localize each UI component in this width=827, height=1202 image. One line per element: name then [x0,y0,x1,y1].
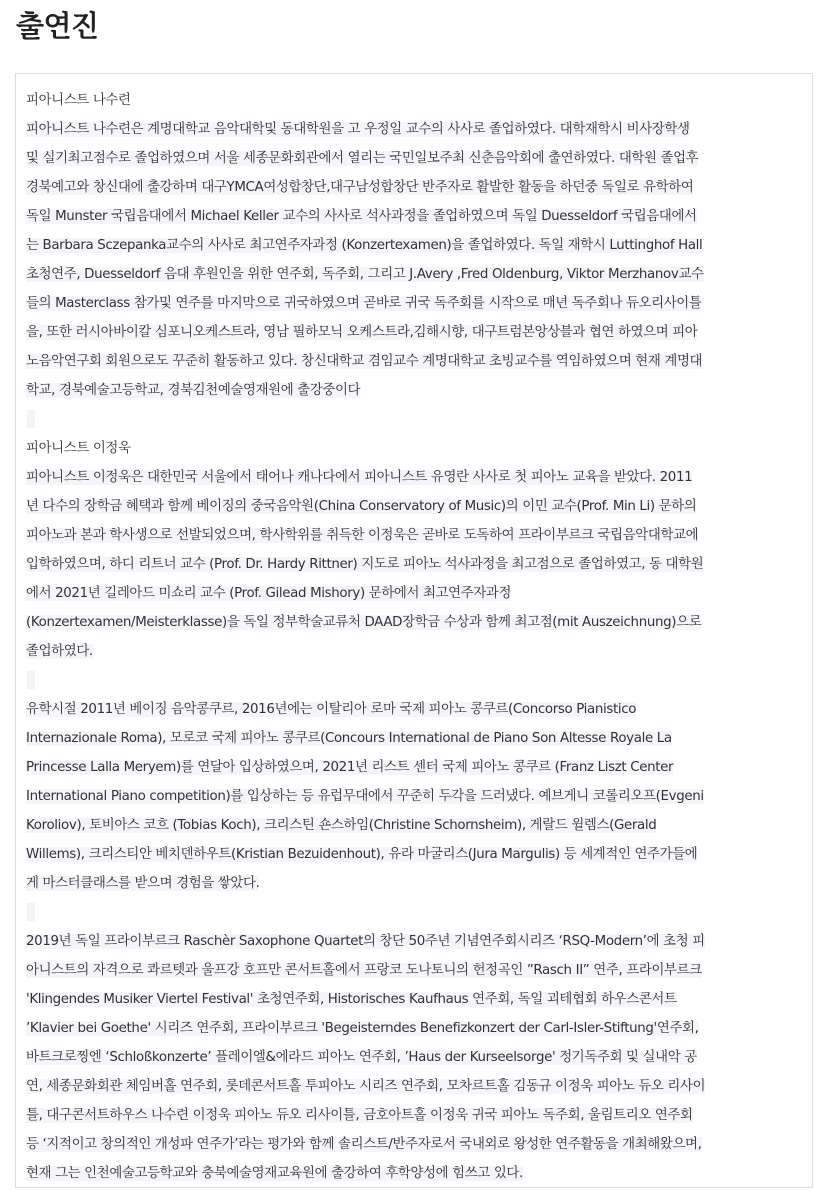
blank-line-highlight [27,671,35,689]
performers-text [26,86,808,1188]
competitions-line: 게 마스터클래스를 받으며 경험을 쌓았다. [26,876,260,891]
competitions-line: Willems), 크리스티안 베치덴하우트(Kristian Bezuidenhout), 유라 마굴리스(Jura Margulis) 등 세계적인 연주가들에 [26,847,698,862]
blank-line [26,666,808,695]
performer-1-bio-line: 는 Barbara Sczepanka교수의 사사로 최고연주자과정 (Konzertexamen)을 졸업하였다. 독일 재학시 Luttinghof Hall [26,238,703,253]
performer-2-bio-line: 피아노과 본과 학사생으로 선발되었으며, 학사학위를 취득한 이정욱은 곧바로 도독하여 프라이부르크 국립음악대학교에 [26,528,699,543]
concerts-line: 틀, 대구콘서트하우스 나수련 이정욱 피아노 듀오 리사이틀, 금호아트홀 이정욱 귀국 피아노 독주회, 울림트리오 연주회 [26,1108,693,1123]
performer-1-bio-line: 들의 Masterclass 참가및 연주를 마지막으로 귀국하였으며 곧바로 귀국 독주회를 시작으로 매년 독주회나 듀오리사이틀 [26,296,702,311]
blank-line [26,405,808,434]
performer-1-bio-line: 초청연주, Duesseldorf 음대 후원인을 위한 연주회, 독주회, 그리고 J.Avery ,Fred Oldenburg, Viktor Merzhanov교수 [26,267,704,282]
competitions-line: Koroliov), 토비아스 코흐 (Tobias Koch), 크리스틴 숀스하임(Christine Schornsheim), 게랄드 윌렘스(Gerald [26,818,657,833]
blank-line-highlight [27,410,35,428]
concerts-line: 현재 그는 인천예술고등학교와 충북예술영재교육원에 출강하여 후학양성에 힘쓰고 있다. [26,1166,523,1181]
concerts-line: 아니스트의 자격으로 콰르텟과 울프강 호프만 콘서트홀에서 프랑코 도나토니의 헌정곡인 ”Rasch II” 연주, 프라이부르크 [26,963,702,978]
performer-1-bio-line: 및 실기최고점수로 졸업하였으며 서울 세종문화회관에서 열리는 국민일보주최 신춘음악회에 출연하였다. 대학원 졸업후 [26,151,699,166]
concerts-line: 'Klingendes Musiker Viertel Festival' 초청연주회, Historisches Kaufhaus 연주회, 독일 괴테협회 하우스콘서트 [26,992,677,1007]
performer-1-bio-line: 경북예고와 창신대에 출강하며 대구YMCA여성합창단,대구남성합창단 반주자로 활발한 활동을 하던중 독일로 유학하여 [26,180,694,195]
performer-2-heading: 피아니스트 이정욱 [26,441,131,456]
competitions-line: International Piano competition)를 입상하는 등 유럽무대에서 꾸준히 두각을 드러냈다. 예브게니 코롤리오프(Evgeni [26,789,704,804]
performer-2-bio-line: 년 다수의 장학금 혜택과 함께 베이징의 중국음악원(China Conservatory of Music)의 이민 교수(Prof. Min Li) 문하의 [26,499,697,514]
performer-1-heading: 피아니스트 나수련 [26,93,131,108]
performer-2-bio-line: 입학하였으며, 하디 리트너 교수 (Prof. Dr. Hardy Rittner) 지도로 피아노 석사과정을 최고점으로 졸업하였고, 동 대학원 [26,557,704,572]
performer-1-bio-line: 학교, 경북예술고등학교, 경북김천예술영재원에 출강중이다 [26,383,361,398]
concerts-line: 바트크로찡엔 ‘Schloßkonzerte’ 플레이엘&에라드 피아노 연주회, ’Haus der Kurseelsorge' 정기독주회 및 실내악 공 [26,1050,697,1065]
concerts-line: ’Klavier bei Goethe' 시리즈 연주회, 프라이부르크 'Begeisterndes Benefizkonzert der Carl-Isler-Stiftung'연주회, [26,1021,699,1036]
blank-line [26,898,808,927]
concerts-line: 등 ‘지적이고 창의적인 개성파 연주가’라는 평가와 함께 솔리스트/반주자로서 국내외로 왕성한 연주활동을 개최해왔으며, [26,1137,702,1152]
competitions-line: Princesse Lalla Meryem)를 연달아 입상하였으며, 2021년 리스트 센터 국제 피아노 콩쿠르 (Franz Liszt Center [26,760,674,775]
concerts-line: 2019년 독일 프라이부르크 Raschèr Saxophone Quartet의 창단 50주년 기념연주회시리즈 ‘RSQ-Modern’에 초청 피 [26,934,705,949]
performer-2-bio-line: 피아니스트 이정욱은 대한민국 서울에서 태어나 캐나다에서 피아니스트 유영란 사사로 첫 피아노 교육을 받았다. 2011 [26,470,693,485]
performer-2-bio-line: 졸업하였다. [26,644,93,659]
performer-2-bio-line: 에서 2021년 길레아드 미쇼리 교수 (Prof. Gilead Mishory) 문하에서 최고연주자과정 [26,586,512,601]
performers-content [15,73,813,1188]
blank-line-highlight [27,903,35,921]
performer-1-bio-line: 피아니스트 나수련은 계명대학교 음악대학및 동대학원을 고 우정일 교수의 사사로 졸업하였다. 대학재학시 비사장학생 [26,122,690,137]
performer-1-bio-line: 을, 또한 러시아바이칼 심포니오케스트라, 영남 필하모닉 오케스트라,김해시향, 대구트럼본앙상블과 협연 하였으며 피아 [26,325,698,340]
concerts-line: 연, 세종문화회관 체임버홀 연주회, 롯데콘서트홀 투피아노 시리즈 연주회, 모차르트홀 김동규 이정욱 피아노 듀오 리사이 [26,1079,706,1094]
performer-2-bio-line: (Konzertexamen/Meisterklasse)을 독일 정부학술교류처 DAAD장학금 수상과 함께 최고점(mit Auszeichnung)으로 [26,615,702,630]
page-title: 출연진 [16,9,99,43]
performer-1-bio-line: 노음악연구회 회원으로도 꾸준히 활동하고 있다. 창신대학교 겸임교수 계명대학교 초빙교수를 역임하였으며 현재 계명대 [26,354,703,369]
performer-1-bio-line: 독일 Munster 국립음대에서 Michael Keller 교수의 사사로 석사과정을 졸업하였으며 독일 Duesseldorf 국립음대에서 [26,209,697,224]
competitions-line: Internazionale Roma), 모로코 국제 피아노 콩쿠르(Concours International de Piano Son Altesse Royale La [26,731,672,746]
competitions-line: 유학시절 2011년 베이징 음악콩쿠르, 2016년에는 이탈리아 로마 국제 피아노 콩쿠르(Concorso Pianistico [26,702,637,717]
